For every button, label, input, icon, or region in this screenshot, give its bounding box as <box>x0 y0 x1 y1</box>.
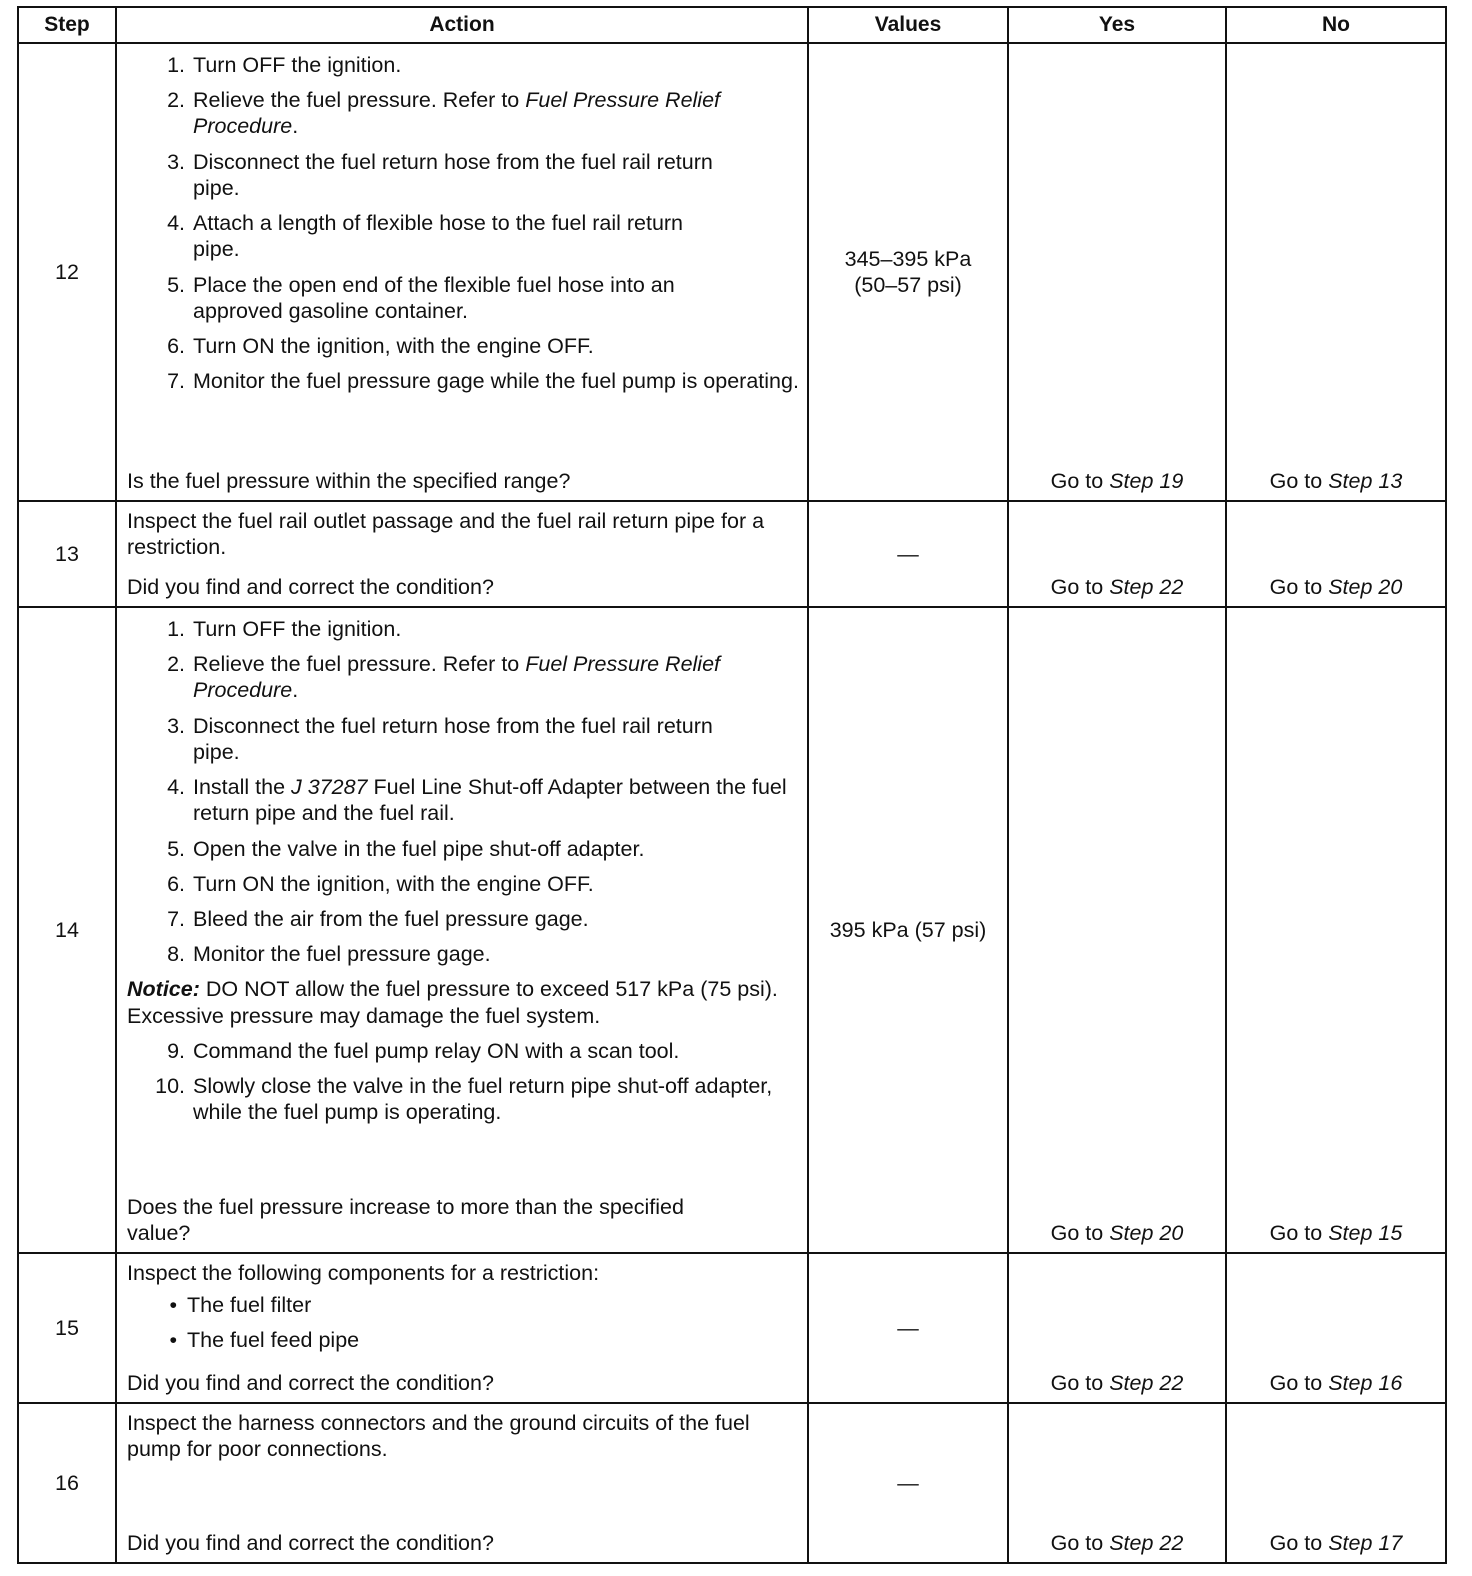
question-text: Did you find and correct the condition? <box>127 1370 494 1395</box>
yes-cell: Go to Step 20 <box>1008 607 1226 1253</box>
no-cell: Go to Step 15 <box>1226 607 1446 1253</box>
list-item: 6. Turn ON the ignition, with the engine OFF. <box>167 333 594 358</box>
list-item: 9. Command the fuel pump relay ON with a scan tool. <box>167 1038 680 1063</box>
question-text: Is the fuel pressure within the specified range? <box>127 468 571 493</box>
values-cell: — <box>808 501 1008 607</box>
values-cell <box>808 43 1008 501</box>
question-text: Did you find and correct the condition? <box>127 1530 494 1555</box>
step-reference: Step 20 <box>1109 1220 1184 1245</box>
action-cell <box>116 607 808 1253</box>
header-no: No <box>1226 7 1446 43</box>
step-reference: Step 13 <box>1328 468 1403 493</box>
numbered-steps <box>127 616 799 967</box>
step-reference: Step 16 <box>1328 1370 1403 1395</box>
list-item: 1. Turn OFF the ignition. <box>167 53 402 77</box>
list-item: 10. Slowly close the valve in the fuel return pipe shut-off adapter, while the fuel pump is operating. <box>155 1074 773 1125</box>
step-reference: Step 17 <box>1328 1530 1403 1555</box>
list-item: 5. Place the open end of the flexible fuel hose into an approved gasoline container. <box>167 272 675 323</box>
step-number: 14 <box>18 607 116 1253</box>
step-number: 12 <box>18 43 116 501</box>
list-item: 1. Turn OFF the ignition. <box>167 617 402 641</box>
numbered-steps <box>127 52 799 403</box>
step-reference: Step 19 <box>1109 468 1184 493</box>
list-item: 7. Monitor the fuel pressure gage while the fuel pump is operating. <box>167 369 799 394</box>
list-item: 3. Disconnect the fuel return hose from the fuel rail return pipe. <box>167 713 713 764</box>
step-reference: Step 20 <box>1328 574 1403 599</box>
step-number: 16 <box>18 1403 116 1563</box>
header-values: Values <box>808 7 1008 43</box>
values-cell: 395 kPa (57 psi) <box>808 607 1008 1253</box>
list-item: 2. Relieve the fuel pressure. Refer to Fuel Pressure Relief Procedure. <box>167 88 721 139</box>
no-cell: Go to Step 17 <box>1226 1403 1446 1563</box>
action-cell <box>116 43 808 501</box>
instruction-text: Inspect the fuel rail outlet passage and the fuel rail return pipe for a restriction. <box>127 509 765 560</box>
list-item: 2. Relieve the fuel pressure. Refer to Fuel Pressure Relief Procedure. <box>167 652 721 703</box>
header-row <box>18 7 1446 43</box>
list-item: • The fuel feed pipe <box>169 1328 360 1353</box>
table-row <box>18 43 1446 501</box>
yes-cell: Go to Step 22 <box>1008 1253 1226 1403</box>
action-cell <box>116 1253 808 1403</box>
numbered-steps <box>127 1038 799 1126</box>
list-item: 5. Open the valve in the fuel pipe shut-off adapter. <box>167 836 645 861</box>
list-item: 4. Attach a length of flexible hose to the fuel rail return pipe. <box>167 211 684 262</box>
yes-cell: Go to Step 19 <box>1008 43 1226 501</box>
notice-text: Notice: DO NOT allow the fuel pressure to exceed 517 kPa (75 psi). Excessive pressure may damage the fuel system. <box>127 977 778 1028</box>
list-item: 4. Install the J 37287 Fuel Line Shut-off Adapter between the fuel return pipe and the fuel rail. <box>167 775 787 826</box>
action-cell <box>116 501 808 607</box>
header-action: Action <box>116 7 808 43</box>
table-row <box>18 1403 1446 1563</box>
no-cell: Go to Step 13 <box>1226 43 1446 501</box>
value-line: (50–57 psi) <box>854 273 962 297</box>
list-item: 3. Disconnect the fuel return hose from the fuel rail return pipe. <box>167 149 713 200</box>
bullet-list <box>127 1292 799 1353</box>
no-cell: Go to Step 20 <box>1226 501 1446 607</box>
action-cell <box>116 1403 808 1563</box>
step-number: 13 <box>18 501 116 607</box>
table-row <box>18 501 1446 607</box>
no-cell: Go to Step 16 <box>1226 1253 1446 1403</box>
list-item: 8. Monitor the fuel pressure gage. <box>167 942 491 967</box>
values-cell: — <box>808 1253 1008 1403</box>
values-cell: — <box>808 1403 1008 1563</box>
instruction-text: Inspect the harness connectors and the ground circuits of the fuel pump for poor connections. <box>127 1411 750 1462</box>
header-yes: Yes <box>1008 7 1226 43</box>
instruction-text: Inspect the following components for a restriction: <box>127 1261 600 1285</box>
list-item: • The fuel filter <box>169 1293 312 1318</box>
step-reference: Step 22 <box>1109 1530 1184 1555</box>
step-reference: Step 22 <box>1109 574 1184 599</box>
yes-cell: Go to Step 22 <box>1008 501 1226 607</box>
step-number: 15 <box>18 1253 116 1403</box>
list-item: 7. Bleed the air from the fuel pressure gage. <box>167 906 589 931</box>
header-step: Step <box>18 7 116 43</box>
question-text: Does the fuel pressure increase to more than the specified value? <box>127 1194 684 1245</box>
diagnostic-table <box>17 6 1447 1564</box>
step-reference: Step 22 <box>1109 1370 1184 1395</box>
table-row <box>18 1253 1446 1403</box>
step-reference: Step 15 <box>1328 1220 1403 1245</box>
value-line: 345–395 kPa <box>844 246 972 271</box>
yes-cell: Go to Step 22 <box>1008 1403 1226 1563</box>
question-text: Did you find and correct the condition? <box>127 574 494 599</box>
notice-label: Notice: <box>127 977 200 1002</box>
list-item: 6. Turn ON the ignition, with the engine OFF. <box>167 871 594 896</box>
table-row <box>18 607 1446 1253</box>
